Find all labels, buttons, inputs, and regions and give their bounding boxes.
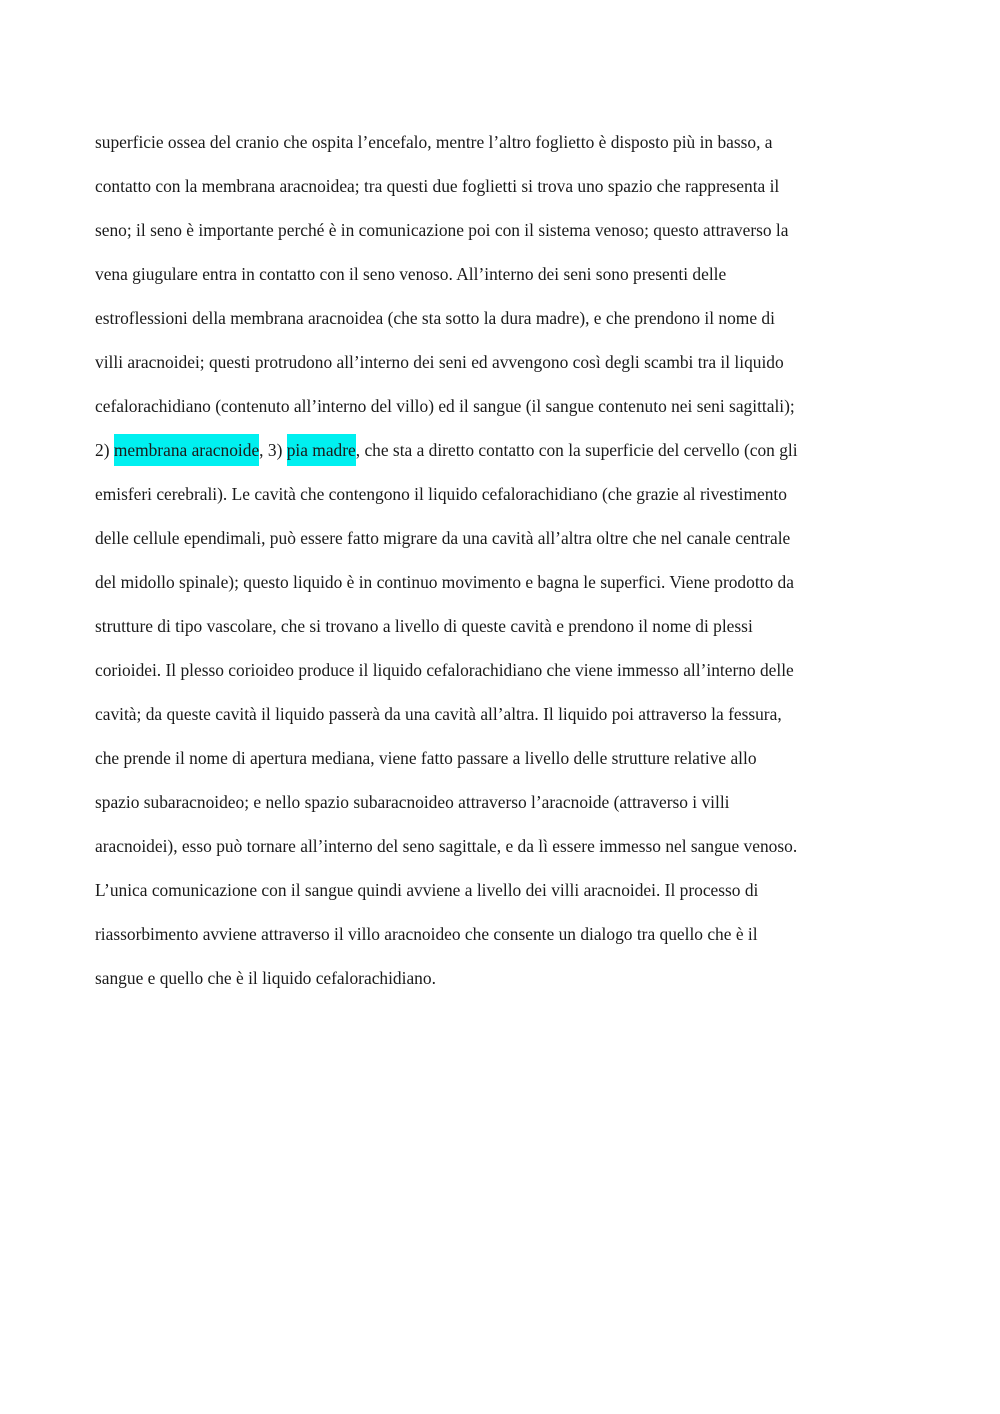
text-line: L’unica comunicazione con il sangue quindi avviene a livello dei villi aracnoidei. Il processo di	[95, 880, 759, 900]
line-middle: , 3)	[259, 440, 287, 460]
text-line: del midollo spinale); questo liquido è in continuo movimento e bagna le superfici. Viene prodotto da	[95, 572, 794, 592]
line-suffix: , che sta a diretto contatto con la superficie del cervello (con gli	[355, 440, 798, 460]
text-line: riassorbimento avviene attraverso il villo aracnoideo che consente un dialogo tra quello che è il	[95, 924, 758, 944]
text-line: corioidei. Il plesso corioideo produce il liquido cefalorachidiano che viene immesso all’interno delle	[95, 660, 794, 680]
text-line-highlighted	[95, 435, 915, 479]
highlight-membrana-aracnoide: membrana aracnoide	[114, 434, 259, 466]
text-line: cavità; da queste cavità il liquido passerà da una cavità all’altra. Il liquido poi attraverso la fessura,	[95, 704, 782, 724]
text-line: seno; il seno è importante perché è in comunicazione poi con il sistema venoso; questo attraverso la	[95, 220, 789, 240]
text-line: contatto con la membrana aracnoidea; tra questi due foglietti si trova uno spazio che rappresenta il	[95, 176, 780, 196]
text-line: aracnoidei), esso può tornare all’interno del seno sagittale, e da lì essere immesso nel sangue venoso.	[95, 836, 798, 856]
highlight-pia-madre: pia madre	[287, 434, 356, 466]
text-line: estroflessioni della membrana aracnoidea (che sta sotto la dura madre), e che prendono il nome di	[95, 308, 775, 328]
text-line: vena giugulare entra in contatto con il seno venoso. All’interno dei seni sono presenti delle	[95, 264, 727, 284]
text-line: cefalorachidiano (contenuto all’interno del villo) ed il sangue (il sangue contenuto nei seni sagittali);	[95, 396, 795, 416]
text-line: sangue e quello che è il liquido cefalorachidiano.	[95, 968, 436, 988]
text-line: che prende il nome di apertura mediana, viene fatto passare a livello delle strutture relative allo	[95, 748, 757, 768]
text-line: emisferi cerebrali). Le cavità che contengono il liquido cefalorachidiano (che grazie al rivestimento	[95, 484, 787, 504]
text-line: strutture di tipo vascolare, che si trovano a livello di queste cavità e prendono il nome di plessi	[95, 616, 753, 636]
text-line: superficie ossea del cranio che ospita l’encefalo, mentre l’altro foglietto è disposto più in basso, a	[95, 132, 773, 152]
text-line: villi aracnoidei; questi protrudono all’interno dei seni ed avvengono così degli scambi tra il liquido	[95, 352, 784, 372]
line-prefix: 2)	[95, 440, 114, 460]
text-line: spazio subaracnoideo; e nello spazio subaracnoideo attraverso l’aracnoide (attraverso i villi	[95, 792, 730, 812]
text-line: delle cellule ependimali, può essere fatto migrare da una cavità all’altra oltre che nel canale centrale	[95, 528, 791, 548]
body-text	[95, 127, 915, 1007]
